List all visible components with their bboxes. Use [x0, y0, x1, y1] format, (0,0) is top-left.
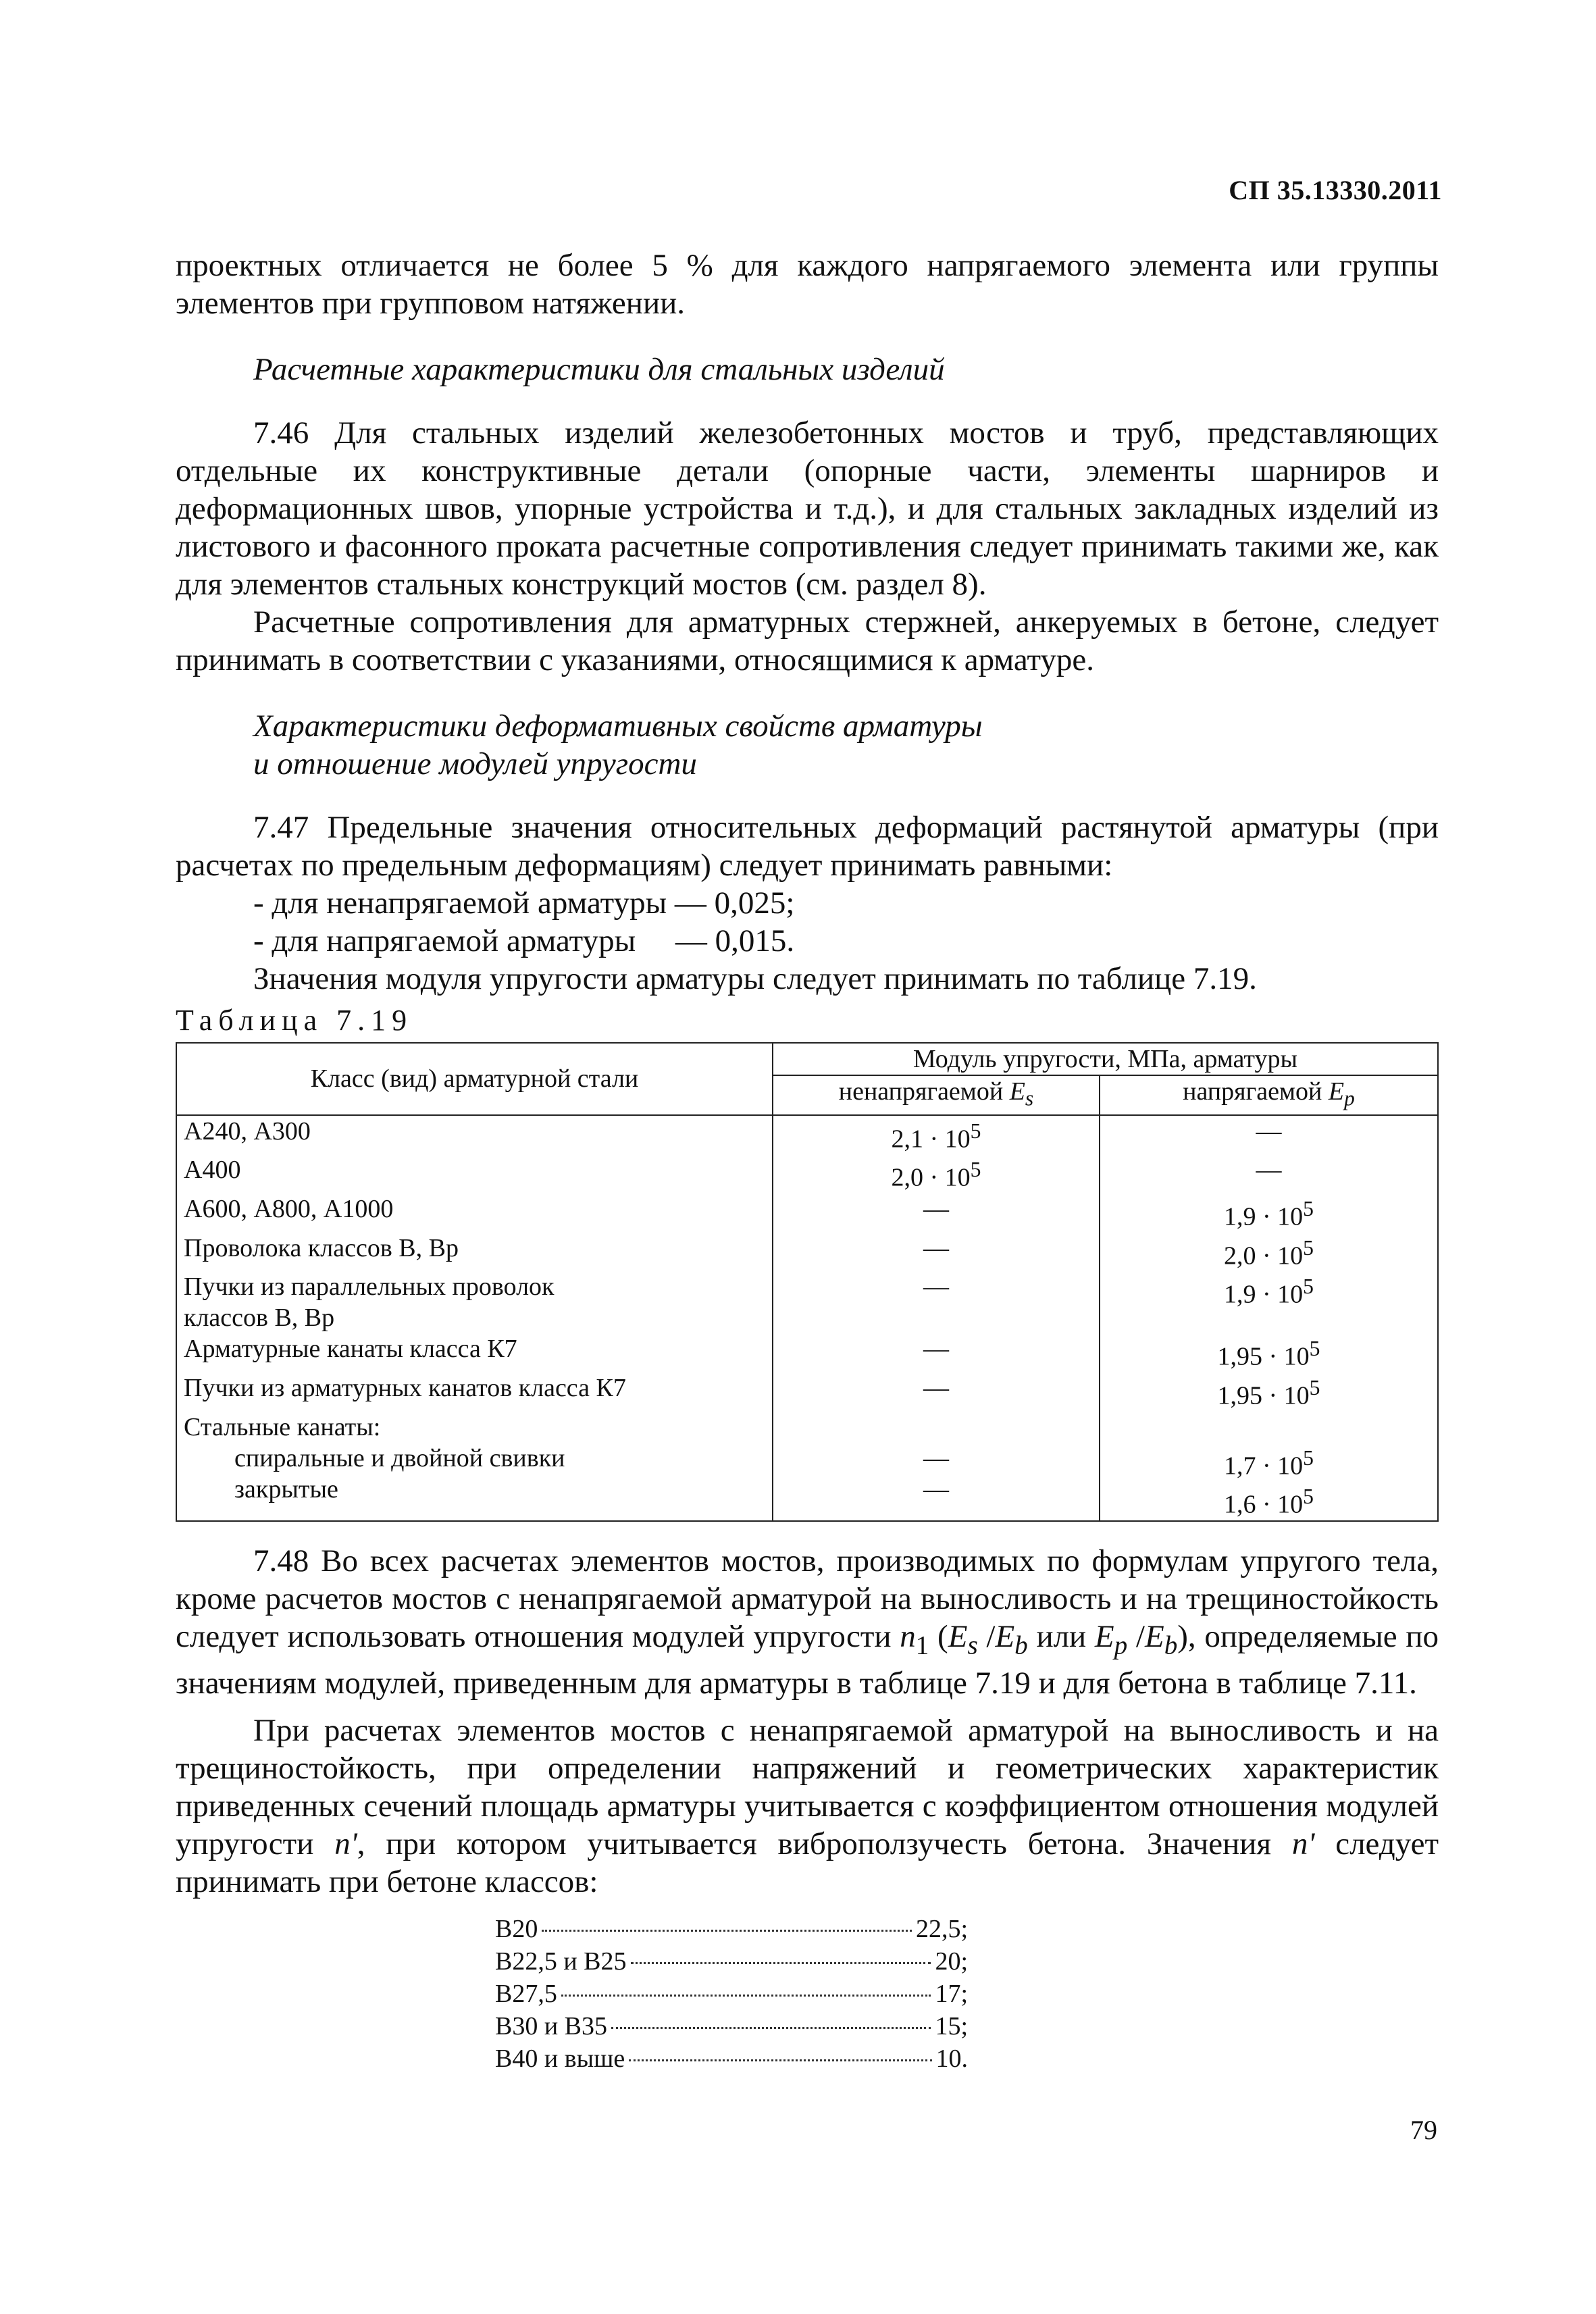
page-content — [176, 247, 1439, 2075]
paragraph-continuation: проектных отличается не более 5 % для каждого напрягаемого элемента или группы элементов при групповом натяжении. — [176, 248, 1439, 321]
paragraph-7-46-b: Расчетные сопротивления для арматурных стержней, анкеруемых в бетоне, следует принимать в соответствии с указаниями, относящимися к арматуре. — [176, 605, 1439, 677]
table-row: Пучки из параллельных проволок классов В, Вр — $1,9 \cdot 10^5$ — [176, 1271, 1438, 1333]
table-row: А600, А800, А1000 — $1,9 \cdot 10^5$ — [176, 1193, 1438, 1233]
header-class: Класс (вид) арматурной стали — [176, 1043, 773, 1115]
table-row: Проволока классов В, Вр — $2,0 \cdot 10^5$ — [176, 1233, 1438, 1272]
document-code: СП 35.13330.2011 — [1229, 175, 1442, 205]
list-item: В22,5 и В25 20; — [495, 1947, 968, 1976]
table-row: Стальные канаты: спиральные и двойной свивки закрытые — — $1,7 \cdot 10^5$ $1,6 \cdot 10^5$ — [176, 1412, 1438, 1521]
list-item: В30 и В35 15; — [495, 2012, 968, 2041]
paragraph-table-reference: Значения модуля упругости арматуры следует принимать по таблице 7.19. — [253, 961, 1257, 996]
table-row: Пучки из арматурных канатов класса К7 — $1,95 \cdot 10^5$ — [176, 1372, 1438, 1412]
list-item-nonprestressed: - для ненапрягаемой арматуры — 0,025; — [253, 885, 795, 921]
paragraph-7-48-b: При расчетах элементов мостов с ненапрягаемой арматурой на выносливость и на трещиностойкость, при определении напряжений и геометрических характеристик приведенных сечений площадь арматуры учитывается с коэффициентом отношения модулей упругости n', при котором учитывается виброползучесть бетона. Значения n' следует принимать при бетоне классов: — [176, 1713, 1439, 1900]
page-number: 79 — [1410, 2115, 1437, 2145]
list-item: В27,5 17; — [495, 1980, 968, 2009]
header-modulus-group: Модуль упругости, МПа, арматуры — [773, 1043, 1438, 1075]
paragraph-7-48: 7.48 Во всех расчетах элементов мостов, производимых по формулам упругого тела, кроме расчетов мостов с ненапрягаемой арматурой на выносливость и на трещиностойкость следует использовать отношения модулей упругости $n_1$ ($E_s$ $/E_b$ или $E_p$ $/E_b$), определяемые по значениям модулей, приведенным для арматуры в таблице 7.19 и для бетона в таблице 7.11. — [176, 1543, 1439, 1701]
header-nonprestressed: ненапрягаемой $E_s$ — [773, 1075, 1100, 1115]
table-caption: Таблица 7.19 — [176, 1004, 413, 1037]
subhead-steel: Расчетные характеристики для стальных изделий — [253, 352, 945, 387]
table-row: А240, А300 $2,1 \cdot 10^5$ — — [176, 1115, 1438, 1155]
header-prestressed: напрягаемой $E_p$ — [1100, 1075, 1438, 1115]
list-item: В40 и выше 10. — [495, 2045, 968, 2074]
table-row: А400 $2,0 \cdot 10^5$ — — [176, 1154, 1438, 1193]
list-item-prestressed: - для напрягаемой арматуры — 0,015. — [253, 923, 795, 958]
table-row: Арматурные канаты класса К7 — $1,95 \cdot 10^5$ — [176, 1333, 1438, 1372]
paragraph-7-46: 7.46 Для стальных изделий железобетонных мостов и труб, представляющих отдельные их конструктивные детали (опорные части, элементы шарниров и деформационных швов, упорные устройства и т.д.), и для стальных закладных изделий из листового и фасонного проката расчетные сопротивления следует принимать такими же, как для элементов стальных конструкций мостов (см. раздел 8). — [176, 415, 1439, 602]
subhead-deform-1: Характеристики деформативных свойств арматуры — [253, 709, 983, 744]
list-item: В20 22,5; — [495, 1915, 968, 1944]
subhead-deform-2: и отношение модулей упругости — [253, 746, 697, 781]
concrete-class-list — [495, 1913, 968, 2075]
paragraph-7-47: 7.47 Предельные значения относительных деформаций растянутой арматуры (при расчетах по предельным деформациям) следует принимать равными: — [176, 810, 1439, 883]
modulus-table — [176, 1042, 1439, 1522]
